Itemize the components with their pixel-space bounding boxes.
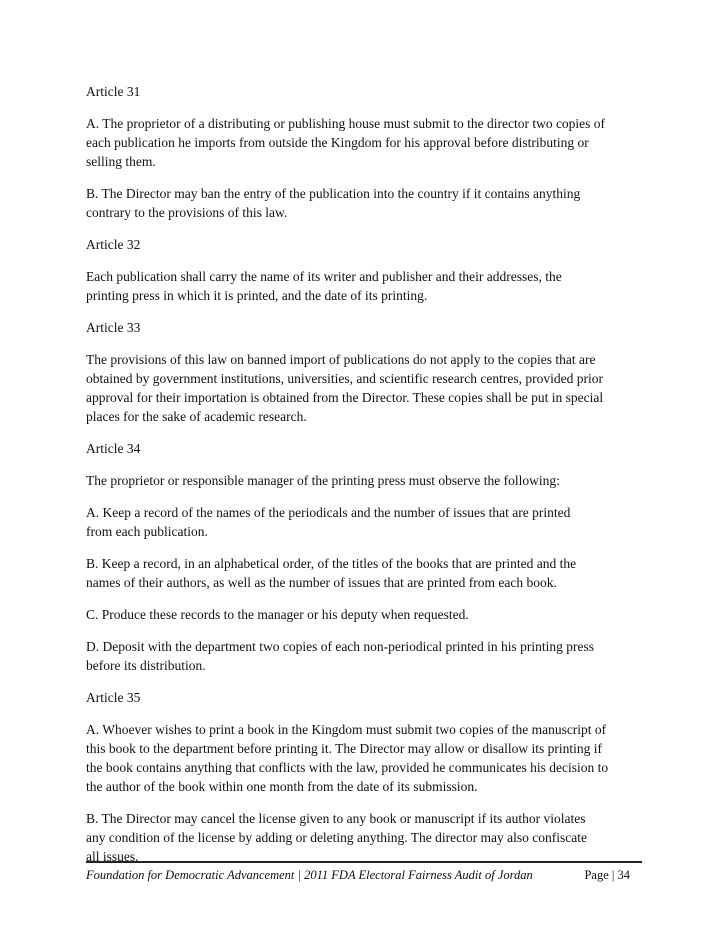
text-line: Each publication shall carry the name of its writer and publisher and their addresses, the (86, 269, 562, 284)
text-line: B. Keep a record, in an alphabetical order, of the titles of the books that are printed and the (86, 556, 577, 571)
text-line: each publication he imports from outside the Kingdom for his approval before distributing or (86, 135, 589, 150)
page-footer (86, 866, 642, 884)
text-line: A. Keep a record of the names of the periodicals and the number of issues that are printed (86, 505, 571, 520)
paragraph (86, 637, 646, 675)
paragraph (86, 605, 646, 624)
text-line: A. Whoever wishes to print a book in the Kingdom must submit two copies of the manuscript of (86, 722, 607, 737)
text-line: the book contains anything that conflicts with the law, provided he communicates his decision to (86, 760, 609, 775)
paragraph (86, 809, 646, 866)
footer-divider (86, 861, 642, 863)
page-body (86, 82, 646, 866)
text-line: B. The Director may ban the entry of the publication into the country if it contains anything (86, 186, 581, 201)
text-line: all issues. (86, 849, 139, 864)
page-number: Page | 34 (584, 868, 630, 882)
text-line: A. The proprietor of a distributing or publishing house must submit to the director two copies of (86, 116, 606, 131)
text-line: obtained by government institutions, universities, and scientific research centres, provided prior (86, 371, 603, 386)
text-line: selling them. (86, 154, 156, 169)
text-line: any condition of the license by adding or deleting anything. The director may also confiscate (86, 830, 587, 845)
text-line: B. The Director may cancel the license given to any book or manuscript if its author violates (86, 811, 586, 826)
article-heading: Article 34 (86, 441, 141, 456)
paragraph (86, 267, 646, 305)
paragraph (86, 503, 646, 541)
text-line: contrary to the provisions of this law. (86, 205, 288, 220)
footer-source: Foundation for Democratic Advancement | 2011 FDA Electoral Fairness Audit of Jordan (86, 868, 533, 882)
text-line: C. Produce these records to the manager or his deputy when requested. (86, 607, 469, 622)
text-line: from each publication. (86, 524, 208, 539)
text-line: The provisions of this law on banned import of publications do not apply to the copies that are (86, 352, 596, 367)
text-line: approval for their importation is obtained from the Director. These copies shall be put in special (86, 390, 604, 405)
text-line: the author of the book within one month from the date of its submission. (86, 779, 478, 794)
text-line: before its distribution. (86, 658, 206, 673)
paragraph (86, 554, 646, 592)
article-heading: Article 32 (86, 237, 141, 252)
article-heading: Article 33 (86, 320, 141, 335)
paragraph (86, 350, 646, 426)
text-line: The proprietor or responsible manager of the printing press must observe the following: (86, 473, 560, 488)
article-heading: Article 35 (86, 690, 141, 705)
paragraph (86, 114, 646, 171)
paragraph (86, 720, 646, 796)
paragraph (86, 471, 646, 490)
text-line: names of their authors, as well as the number of issues that are printed from each book. (86, 575, 557, 590)
text-line: this book to the department before printing it. The Director may allow or disallow its printing if (86, 741, 603, 756)
text-line: D. Deposit with the department two copies of each non-periodical printed in his printing press (86, 639, 595, 654)
text-line: places for the sake of academic research. (86, 409, 307, 424)
paragraph (86, 184, 646, 222)
article-heading: Article 31 (86, 84, 141, 99)
text-line: printing press in which it is printed, and the date of its printing. (86, 288, 428, 303)
